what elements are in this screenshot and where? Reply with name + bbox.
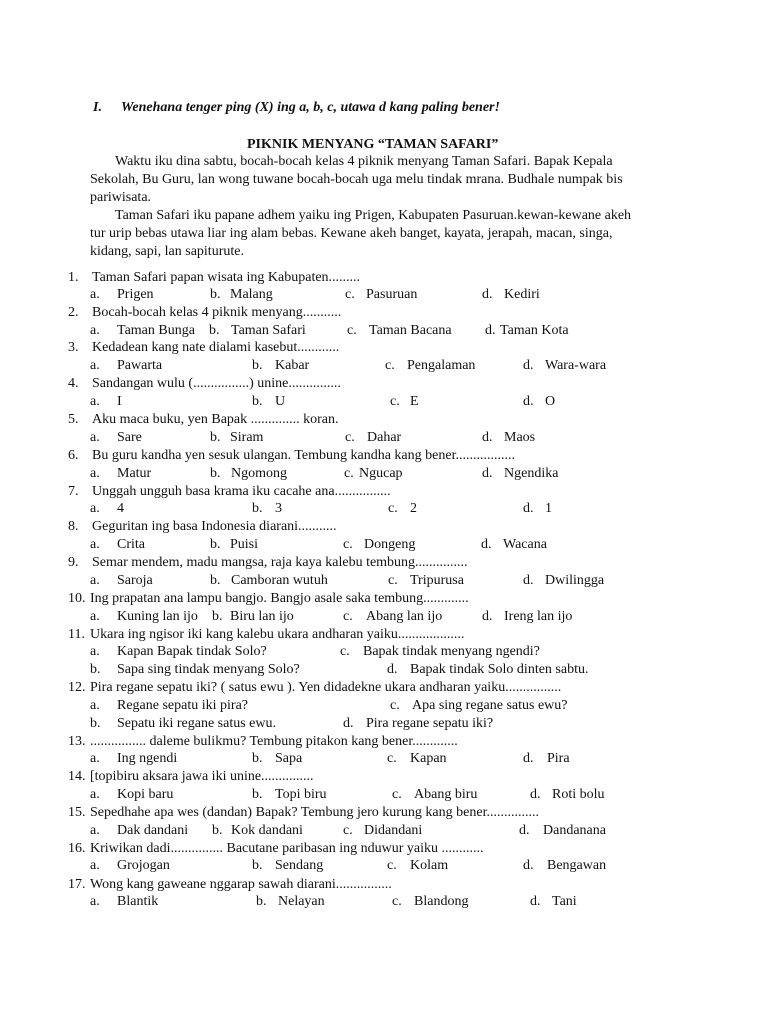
option-text[interactable]: Pasuruan [366,287,418,302]
section-number: I. [93,100,102,115]
passage-line: pariwisata. [90,190,152,205]
option-letter[interactable]: c. [345,430,355,445]
question-text: Taman Safari papan wisata ing Kabupaten......... [92,270,361,285]
option-text[interactable]: Sapa sing tindak menyang Solo? [117,662,300,677]
option-letter[interactable]: c. [392,894,402,909]
question-number: 4. [68,376,79,391]
question-text: Bu guru kandha yen sesuk ulangan. Tembung kandha kang bener................. [92,448,515,463]
option-text[interactable]: Kolam [410,858,449,873]
option-text[interactable]: Sepatu iki regane satus ewu. [117,716,277,731]
option-letter[interactable]: a. [90,358,100,373]
passage-line: Sekolah, Bu Guru, lan wong tuwane bocah-bocah uga melu tindak mrana. Budhale numpak bis [90,172,623,187]
question-text: Kriwikan dadi............... Bacutane paribasan ing nduwur yaiku ............ [90,841,484,856]
question-number: 17. [68,877,86,892]
option-text[interactable]: Kapan [410,751,447,766]
question-text: [topibiru aksara jawa iki unine............... [90,769,314,784]
option-letter[interactable]: b. [90,662,101,677]
option-text[interactable]: Taman Safari [231,323,306,338]
option-letter[interactable]: b. [252,858,263,873]
option-letter[interactable]: d. [343,716,354,731]
option-letter[interactable]: d. [482,609,493,624]
question-number: 2. [68,305,79,320]
option-letter[interactable]: a. [90,501,100,516]
option-text[interactable]: Malang [230,287,273,302]
question-number: 6. [68,448,79,463]
question-text: Sandangan wulu (................) unine............... [92,376,341,391]
option-letter[interactable]: d. [523,751,534,766]
option-text[interactable]: Pawarta [117,358,163,373]
option-letter[interactable]: b. [252,751,263,766]
option-letter[interactable]: b. [210,466,221,481]
option-letter[interactable]: c. [343,537,353,552]
option-letter[interactable]: a. [90,430,100,445]
option-text[interactable]: Kuning lan ijo [117,609,198,624]
question-number: 5. [68,412,79,427]
question-text: Semar mendem, madu mangsa, raja kaya kalebu tembung............... [92,555,468,570]
option-text[interactable]: 2 [410,501,417,516]
option-letter[interactable]: d. [523,358,534,373]
option-letter[interactable]: d. [482,466,493,481]
option-letter[interactable]: d. [530,787,541,802]
option-text[interactable]: Sapa [275,751,303,766]
option-letter[interactable]: a. [90,823,100,838]
question-text: Ukara ing ngisor iki kang kalebu ukara andharan yaiku................... [90,627,465,642]
option-text[interactable]: Taman Bacana [369,323,452,338]
question-text: Geguritan ing basa Indonesia diarani........... [92,519,337,534]
passage-line: Waktu iku dina sabtu, bocah-bocah kelas 4 piknik menyang Taman Safari. Bapak Kepala [115,154,613,169]
option-text[interactable]: Sare [117,430,142,445]
option-letter[interactable]: a. [90,466,100,481]
question-text: Ing prapatan ana lampu bangjo. Bangjo asale saka tembung............. [90,591,469,606]
option-letter[interactable]: d. [519,823,530,838]
option-letter[interactable]: b. [209,323,220,338]
option-text[interactable]: Dandanana [543,823,606,838]
option-text[interactable]: U [275,394,286,409]
option-letter[interactable]: a. [90,751,100,766]
option-letter[interactable]: d. [530,894,541,909]
option-letter[interactable]: a. [90,323,100,338]
option-letter[interactable]: b. [252,787,263,802]
option-letter[interactable]: b. [210,430,221,445]
option-text[interactable]: Ngucap [359,466,403,481]
option-text[interactable]: Sendang [275,858,324,873]
question-number: 1. [68,270,79,285]
option-text[interactable]: Blantik [117,894,159,909]
option-text[interactable]: Kapan Bapak tindak Solo? [117,644,267,659]
question-number: 3. [68,340,79,355]
option-text[interactable]: Bapak tindak menyang ngendi? [363,644,540,659]
option-text[interactable]: Siram [230,430,264,445]
option-letter[interactable]: a. [90,858,100,873]
option-text[interactable]: Camboran wutuh [231,573,328,588]
option-letter[interactable]: a. [90,287,100,302]
question-text: Pira regane sepatu iki? ( satus ewu ). Yen didadekne ukara andharan yaiku................ [90,680,562,695]
question-number: 9. [68,555,79,570]
option-letter[interactable]: a. [90,394,100,409]
option-text[interactable]: Wacana [503,537,547,552]
option-text[interactable]: Puisi [230,537,259,552]
passage-line: kidang, sapi, lan sapiturute. [90,244,244,259]
option-text[interactable]: Wara-wara [545,358,607,373]
option-text[interactable]: Bengawan [547,858,607,873]
question-text: Aku maca buku, yen Bapak .............. koran. [92,412,339,427]
option-text[interactable]: Dahar [367,430,402,445]
question-number: 13. [68,734,86,749]
option-text[interactable]: Abang biru [414,787,478,802]
option-text[interactable]: Ireng lan ijo [504,609,573,624]
option-letter[interactable]: c. [340,644,350,659]
option-text[interactable]: Matur [117,466,152,481]
passage-line: Taman Safari iku papane adhem yaiku ing Prigen, Kabupaten Pasuruan.kewan-kewane akeh [115,208,632,223]
option-text[interactable]: Dongeng [364,537,416,552]
option-letter[interactable]: d. [523,394,534,409]
option-letter[interactable]: d. [485,323,496,338]
option-letter[interactable]: a. [90,787,100,802]
option-text[interactable]: Blandong [414,894,469,909]
option-letter[interactable]: d. [387,662,398,677]
option-letter[interactable]: b. [212,823,223,838]
option-letter[interactable]: a. [90,573,100,588]
option-text[interactable]: Crita [117,537,145,552]
option-text[interactable]: E [410,394,419,409]
option-letter[interactable]: d. [523,858,534,873]
reading-title: PIKNIK MENYANG “TAMAN SAFARI” [247,137,499,152]
question-text: Bocah-bocah kelas 4 piknik menyang........... [92,305,342,320]
option-text[interactable]: Pira [547,751,570,766]
option-text[interactable]: Prigen [117,287,154,302]
option-letter[interactable]: c. [385,358,395,373]
option-text[interactable]: Kabar [275,358,310,373]
option-text[interactable]: Nelayan [278,894,325,909]
option-letter[interactable]: c. [345,287,355,302]
option-text[interactable]: Saroja [117,573,153,588]
option-text[interactable]: 3 [275,501,282,516]
option-letter[interactable]: a. [90,698,100,713]
option-text[interactable]: Biru lan ijo [230,609,294,624]
question-text: ................ daleme bulikmu? Tembung pitakon kang bener............. [90,734,458,749]
option-letter[interactable]: b. [212,609,223,624]
option-text[interactable]: Didandani [364,823,423,838]
option-letter[interactable]: c. [387,858,397,873]
question-number: 15. [68,805,86,820]
option-text[interactable]: Ngomong [231,466,287,481]
option-text[interactable]: Regane sepatu iki pira? [117,698,249,713]
option-text[interactable]: Topi biru [275,787,327,802]
option-text[interactable]: Bapak tindak Solo dinten sabtu. [410,662,589,677]
option-letter[interactable]: a. [90,537,100,552]
question-number: 11. [68,627,85,642]
question-text: Wong kang gaweane nggarap sawah diarani................ [90,877,392,892]
option-text[interactable]: Apa sing regane satus ewu? [412,698,568,713]
question-text: Unggah ungguh basa krama iku cacahe ana................ [92,484,391,499]
option-letter[interactable]: c. [390,698,400,713]
section-instruction: Wenehana tenger ping (X) ing a, b, c, utawa d kang paling bener! [121,100,500,115]
option-text[interactable]: Ngendika [504,466,559,481]
option-text[interactable]: Kok dandani [231,823,303,838]
option-text[interactable]: Roti bolu [552,787,605,802]
option-letter[interactable]: c. [347,323,357,338]
option-text[interactable]: Dwilingga [545,573,605,588]
option-letter[interactable]: b. [256,894,267,909]
option-letter[interactable]: b. [210,287,221,302]
question-number: 7. [68,484,79,499]
option-letter[interactable]: c. [388,501,398,516]
option-letter[interactable]: d. [481,537,492,552]
question-number: 14. [68,769,86,784]
option-letter[interactable]: d. [482,287,493,302]
option-text[interactable]: I [117,394,122,409]
question-number: 8. [68,519,79,534]
option-text[interactable]: Pengalaman [407,358,476,373]
option-text[interactable]: Tripurusa [410,573,464,588]
option-text[interactable]: Grojogan [117,858,170,873]
option-text[interactable]: 4 [117,501,124,516]
option-letter[interactable]: b. [90,716,101,731]
option-text[interactable]: O [545,394,556,409]
option-letter[interactable]: c. [392,787,402,802]
option-letter[interactable]: c. [390,394,400,409]
option-letter[interactable]: c. [344,466,354,481]
option-text[interactable]: Abang lan ijo [366,609,443,624]
option-letter[interactable]: a. [90,644,100,659]
option-letter[interactable]: c. [343,823,353,838]
option-letter[interactable]: d. [523,573,534,588]
option-letter[interactable]: c. [388,573,398,588]
question-number: 10. [68,591,86,606]
question-text: Kedadean kang nate dialami kasebut............ [92,340,340,355]
option-text[interactable]: Kediri [504,287,540,302]
option-text[interactable]: Dak dandani [117,823,189,838]
option-text[interactable]: Pira regane sepatu iki? [366,716,494,731]
option-letter[interactable]: b. [210,573,221,588]
option-text[interactable]: Taman Kota [500,323,569,338]
option-letter[interactable]: b. [252,394,263,409]
option-letter[interactable]: b. [252,501,263,516]
option-letter[interactable]: c. [387,751,397,766]
option-letter[interactable]: d. [482,430,493,445]
option-text[interactable]: Maos [504,430,536,445]
option-letter[interactable]: c. [343,609,353,624]
question-number: 12. [68,680,86,695]
option-letter[interactable]: d. [523,501,534,516]
option-text[interactable]: Tani [552,894,577,909]
option-letter[interactable]: a. [90,609,100,624]
option-text[interactable]: Kopi baru [117,787,174,802]
option-text[interactable]: Taman Bunga [117,323,195,338]
option-letter[interactable]: b. [252,358,263,373]
option-text[interactable]: 1 [545,501,552,516]
question-number: 16. [68,841,86,856]
question-text: Sepedhahe apa wes (dandan) Bapak? Tembung jero kurung kang bener............... [90,805,539,820]
passage-line: tur urip bebas utawa liar ing alam bebas. Kewane akeh banget, kayata, jerapah, macan, singa, [90,226,613,241]
option-letter[interactable]: b. [210,537,221,552]
option-letter[interactable]: a. [90,894,100,909]
option-text[interactable]: Ing ngendi [117,751,178,766]
